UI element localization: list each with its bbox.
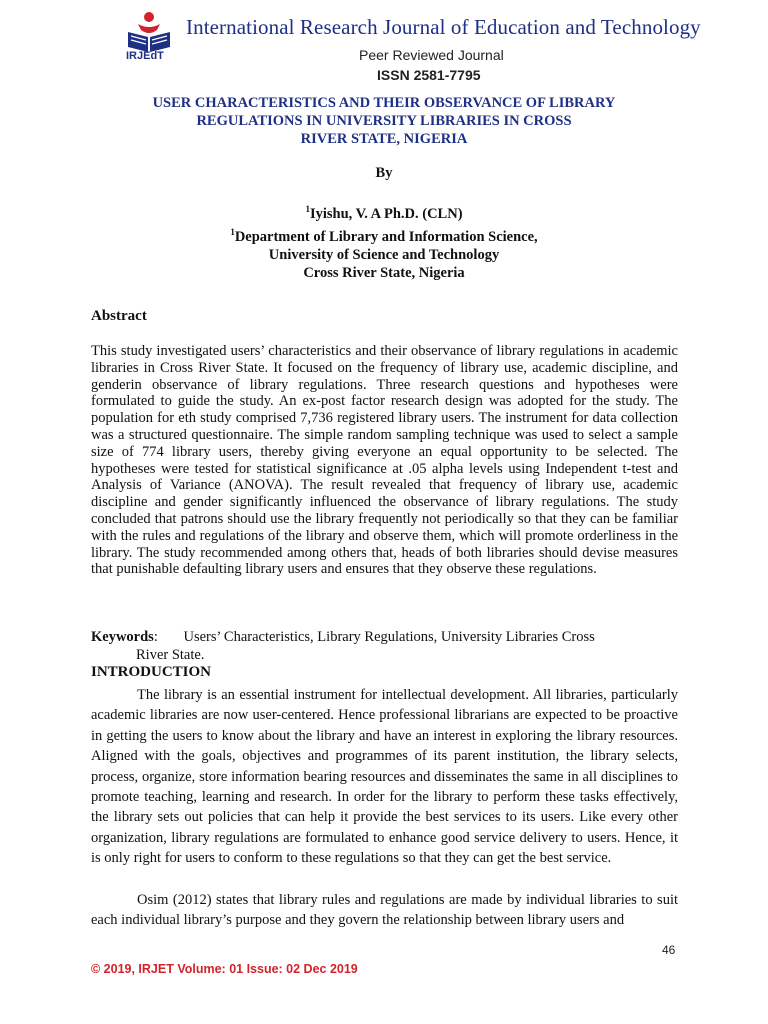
author-affiliation: [0, 200, 768, 282]
department: $^1$Department of Library and Information Science,: [230, 227, 538, 245]
university: University of Science and Technology: [268, 247, 500, 263]
issn-label: ISSN 2581-7795: [377, 67, 481, 83]
paper-title: [0, 94, 768, 148]
keywords-label: Keywords: [91, 629, 154, 645]
keywords-text-continued: River State.: [136, 647, 205, 663]
logo-text: IRJEdT: [126, 50, 164, 62]
journal-title: International Research Journal of Education and Technology: [186, 15, 701, 39]
paper-title-line: REGULATIONS IN UNIVERSITY LIBRARIES IN CROSS: [196, 113, 572, 129]
keywords: [91, 628, 678, 664]
author-name: $^1$Iyishu, V. A Ph.D. (CLN): [305, 204, 463, 222]
journal-logo: [124, 10, 174, 66]
paper-title-line: USER CHARACTERISTICS AND THEIR OBSERVANCE OF LIBRARY: [152, 95, 616, 111]
footer-copyright: © 2019, IRJET Volume: 01 Issue: 02 Dec 2019: [91, 962, 358, 976]
peer-reviewed-label: Peer Reviewed Journal: [359, 47, 504, 63]
by-label: By: [375, 165, 393, 181]
introduction-paragraph: Osim (2012) states that library rules and regulations are made by individual libraries to suit each individual library’s purpose and they govern the relationship between library users and: [91, 892, 678, 929]
introduction-heading: INTRODUCTION: [91, 664, 212, 680]
keywords-separator: :: [153, 629, 158, 645]
location: Cross River State, Nigeria: [303, 265, 465, 281]
page-number: 46: [662, 943, 676, 957]
keywords-text: Users’ Characteristics, Library Regulations, University Libraries Cross: [183, 629, 595, 645]
abstract-text: This study investigated users’ characteristics and their observance of library regulations in academic libraries in Cross River State. It focused on the frequency of library use, academic discipline, and genderin observance of library regulations. Three research questions and hypotheses were formulated to guide the study. An ex-post factor research design was adopted for the study. The population for eth study comprised 7,736 registered library users. The instrument for data collection was a structured questionnaire. The simple random sampling technique was used to select a sample size of 774 library users, thereby giving everyone an equal opportunity to be selected. The hypotheses were tested for statistical significance at .05 alpha levels using Independent t-test and Analysis of Variance (ANOVA). The result revealed that frequency of library use, academic discipline and gender significantly influenced the observance of library regulations. The study concluded that patrons should use the library frequently not periodically so that they can be familiar with the rules and regulations of the library and observe them, which will promote orderliness in the library. The study recommended among others that, heads of both libraries should devise measures that punishable defaulting library users and ensures that they observe these regulations.: [91, 343, 678, 578]
abstract-heading: Abstract: [91, 308, 147, 324]
paper-title-line: RIVER STATE, NIGERIA: [300, 131, 468, 147]
introduction-paragraph: The library is an essential instrument for intellectual development. All libraries, particularly academic libraries are now user-centered. Hence professional librarians are expected to be proactive in getting the users to know about the library and have an interest in exploring the library resources. Aligned with the goals, objectives and programmes of its parent institution, the library selects, process, organize, store information bearing resources and disseminates the same in all disciplines to promote teaching, learning and research. In order for the library to perform these tasks effectively, the library sets out policies that can help it provide the best services to its users. Like every other organization, library regulations are formulated to enhance good service delivery to users. Hence, it is only right for users to conform to these regulations so that they can get the best service.: [91, 687, 678, 867]
